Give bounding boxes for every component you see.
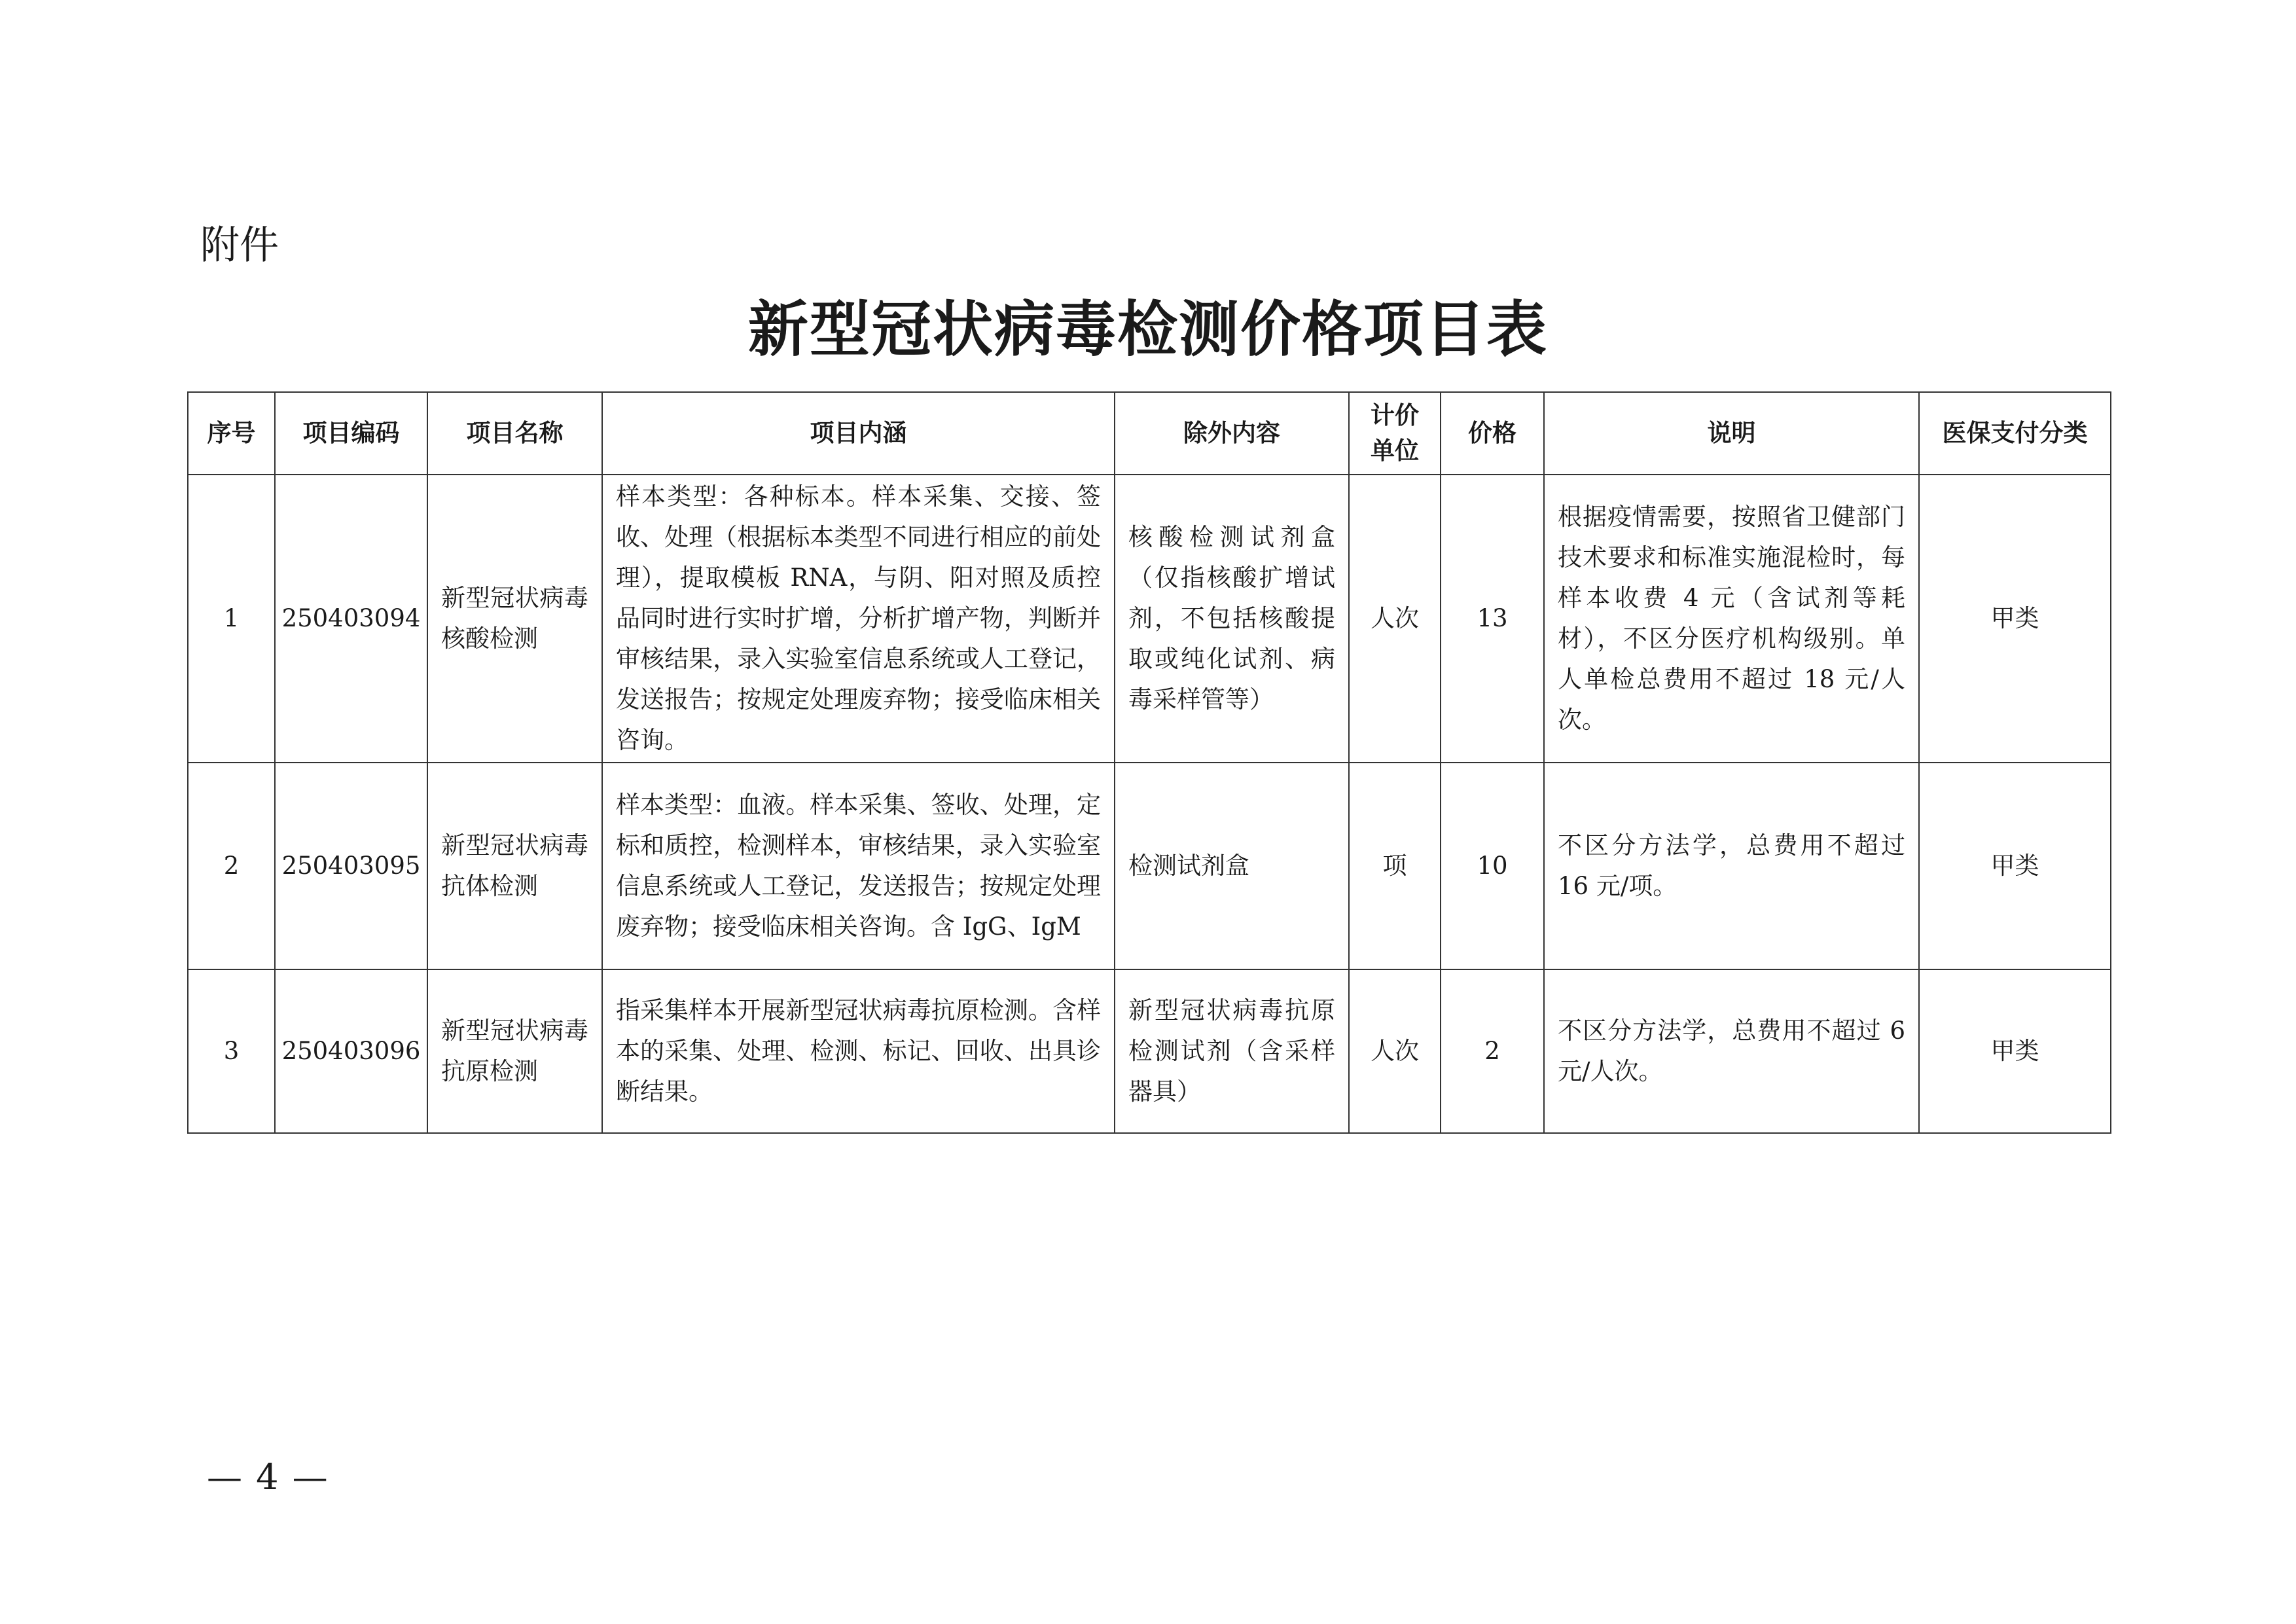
cell-content: 样本类型：血液。样本采集、签收、处理，定标和质控，检测样本，审核结果，录入实验室信息系统或人工登记，发送报告；按规定处理废弃物；接受临床相关咨询。含 IgG、IgM: [602, 763, 1115, 969]
cell-name: 新型冠状病毒抗体检测: [427, 763, 602, 969]
attachment-label: 附件: [200, 223, 279, 268]
cell-price: 2: [1441, 969, 1544, 1133]
header-unit-line2: 单位: [1371, 437, 1419, 465]
price-item-table: [187, 391, 2111, 1134]
cell-note: 根据疫情需要，按照省卫健部门技术要求和标准实施混检时，每样本收费 4 元（含试剂等耗材），不区分医疗机构级别。单人单检总费用不超过 18 元/人次。: [1544, 475, 1919, 763]
cell-seq: 3: [188, 969, 275, 1133]
document-title: 新型冠状病毒检测价格项目表: [747, 294, 1548, 365]
cell-note: 不区分方法学，总费用不超过 16 元/项。: [1544, 763, 1919, 969]
cell-code: 250403095: [275, 763, 427, 969]
cell-insurance: 甲类: [1919, 475, 2111, 763]
cell-content: 指采集样本开展新型冠状病毒抗原检测。含样本的采集、处理、检测、标记、回收、出具诊断结果。: [602, 969, 1115, 1133]
cell-unit: 人次: [1349, 475, 1441, 763]
cell-seq: 2: [188, 763, 275, 969]
header-seq: 序号: [188, 392, 275, 475]
page-number: — 4 —: [207, 1456, 329, 1498]
header-code: 项目编码: [275, 392, 427, 475]
header-name: 项目名称: [427, 392, 602, 475]
cell-excluded: 检测试剂盒: [1115, 763, 1349, 969]
cell-price: 10: [1441, 763, 1544, 969]
cell-excluded: 新型冠状病毒抗原检测试剂（含采样器具）: [1115, 969, 1349, 1133]
cell-note: 不区分方法学，总费用不超过 6 元/人次。: [1544, 969, 1919, 1133]
cell-code: 250403094: [275, 475, 427, 763]
header-content: 项目内涵: [602, 392, 1115, 475]
table-header-row: [188, 392, 2111, 475]
cell-seq: 1: [188, 475, 275, 763]
cell-content: 样本类型：各种标本。样本采集、交接、签收、处理（根据标本类型不同进行相应的前处理），提取模板 RNA，与阴、阳对照及质控品同时进行实时扩增，分析扩增产物，判断并审核结果，录入实验室信息系统或人工登记，发送报告；按规定处理废弃物；接受临床相关咨询。: [602, 475, 1115, 763]
header-note: 说明: [1544, 392, 1919, 475]
header-unit: [1349, 392, 1441, 475]
cell-price: 13: [1441, 475, 1544, 763]
cell-insurance: 甲类: [1919, 763, 2111, 969]
header-unit-line1: 计价: [1371, 401, 1419, 429]
cell-name: 新型冠状病毒核酸检测: [427, 475, 602, 763]
table-row: [188, 969, 2111, 1133]
header-insurance: 医保支付分类: [1919, 392, 2111, 475]
cell-excluded: 核酸检测试剂盒（仅指核酸扩增试剂，不包括核酸提取或纯化试剂、病毒采样管等）: [1115, 475, 1349, 763]
cell-insurance: 甲类: [1919, 969, 2111, 1133]
header-price: 价格: [1441, 392, 1544, 475]
cell-code: 250403096: [275, 969, 427, 1133]
header-excluded: 除外内容: [1115, 392, 1349, 475]
table-row: [188, 763, 2111, 969]
cell-unit: 项: [1349, 763, 1441, 969]
cell-name: 新型冠状病毒抗原检测: [427, 969, 602, 1133]
cell-unit: 人次: [1349, 969, 1441, 1133]
table-row: [188, 475, 2111, 763]
